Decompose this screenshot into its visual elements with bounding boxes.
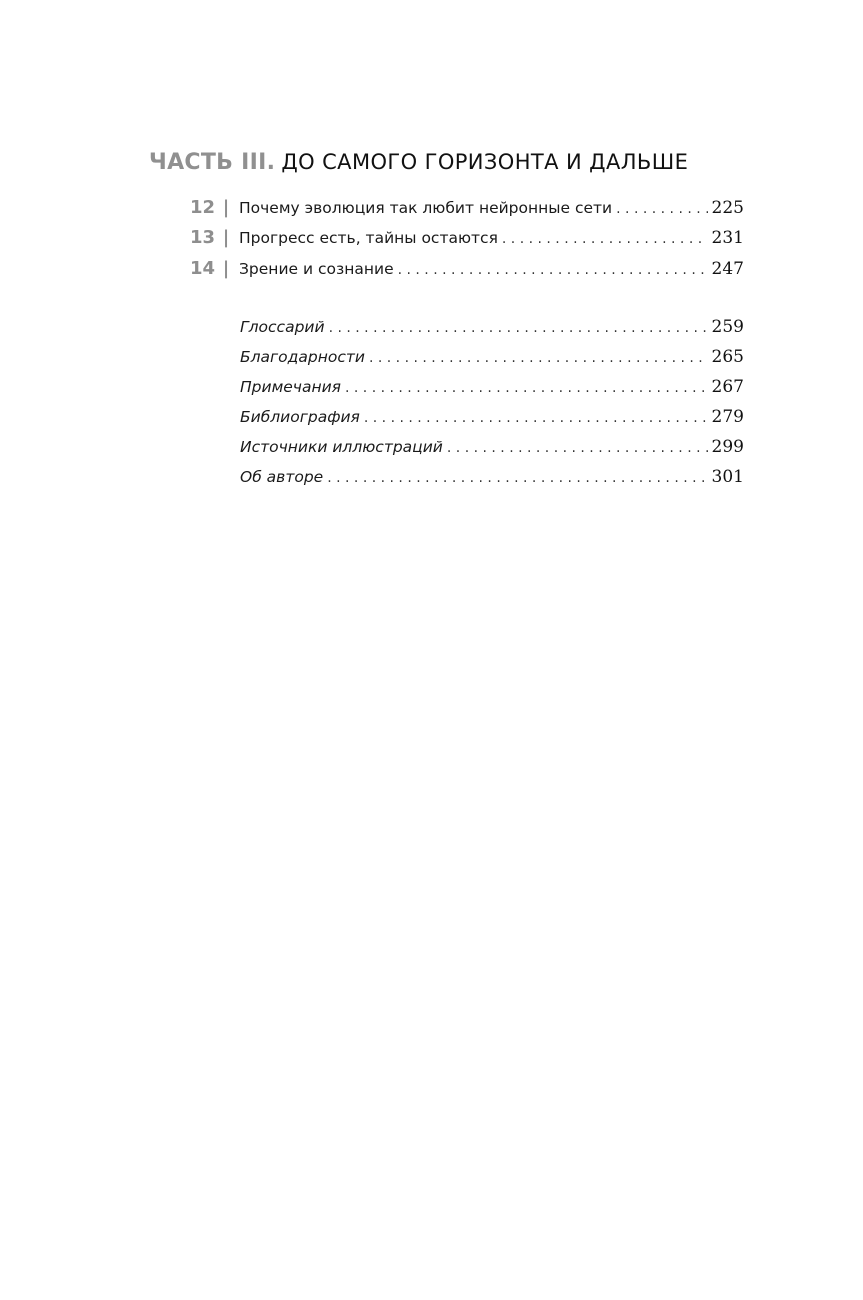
part-heading [149,146,749,178]
chapter-title: Зрение и сознание [239,260,394,278]
toc-backmatter-entry[interactable] [240,435,744,459]
toc-backmatter-entry[interactable] [240,465,744,489]
toc-backmatter-entry[interactable] [240,375,744,399]
backmatter-title: Источники иллюстраций [240,438,443,456]
toc-backmatter-entry[interactable] [240,315,744,339]
page-number: 259 [711,317,744,337]
chapter-title: Почему эволюция так любит нейронные сети [239,199,613,217]
part-title: ДО САМОГО ГОРИЗОНТА И ДАЛЬШЕ [281,150,689,174]
dot-leader [364,406,708,430]
chapter-separator: | [222,227,230,248]
dot-leader [502,227,708,251]
backmatter-title: Примечания [240,378,341,396]
chapter-separator: | [222,197,230,218]
dot-leader [369,346,708,370]
toc-chapter-entry[interactable] [150,257,744,281]
page-number: 279 [711,407,744,427]
dot-leader [398,258,708,282]
page-number: 301 [711,467,744,487]
page-number: 265 [711,347,744,367]
toc-backmatter-entry[interactable] [240,405,744,429]
chapter-number: 13 [189,227,215,248]
dot-leader [345,376,708,400]
page-number: 299 [711,437,744,457]
toc-chapter-entry[interactable] [150,226,744,250]
page-number: 247 [711,259,744,279]
dot-leader [327,466,707,490]
toc-chapter-entry[interactable] [150,196,744,220]
dot-leader [329,316,708,340]
chapter-title: Прогресс есть, тайны остаются [239,229,498,247]
chapter-separator: | [222,258,230,279]
backmatter-title: Библиография [240,408,360,426]
toc-backmatter-entry[interactable] [240,345,744,369]
part-label: ЧАСТЬ III. [149,150,276,175]
chapter-number: 14 [189,258,215,279]
dot-leader [616,197,707,221]
backmatter-title: Глоссарий [240,318,325,336]
page-number: 231 [711,228,744,248]
backmatter-title: Об авторе [240,468,324,486]
backmatter-title: Благодарности [240,348,365,366]
chapter-number: 12 [189,197,215,218]
page-number: 267 [711,377,744,397]
dot-leader [447,436,708,460]
page-number: 225 [711,198,744,218]
